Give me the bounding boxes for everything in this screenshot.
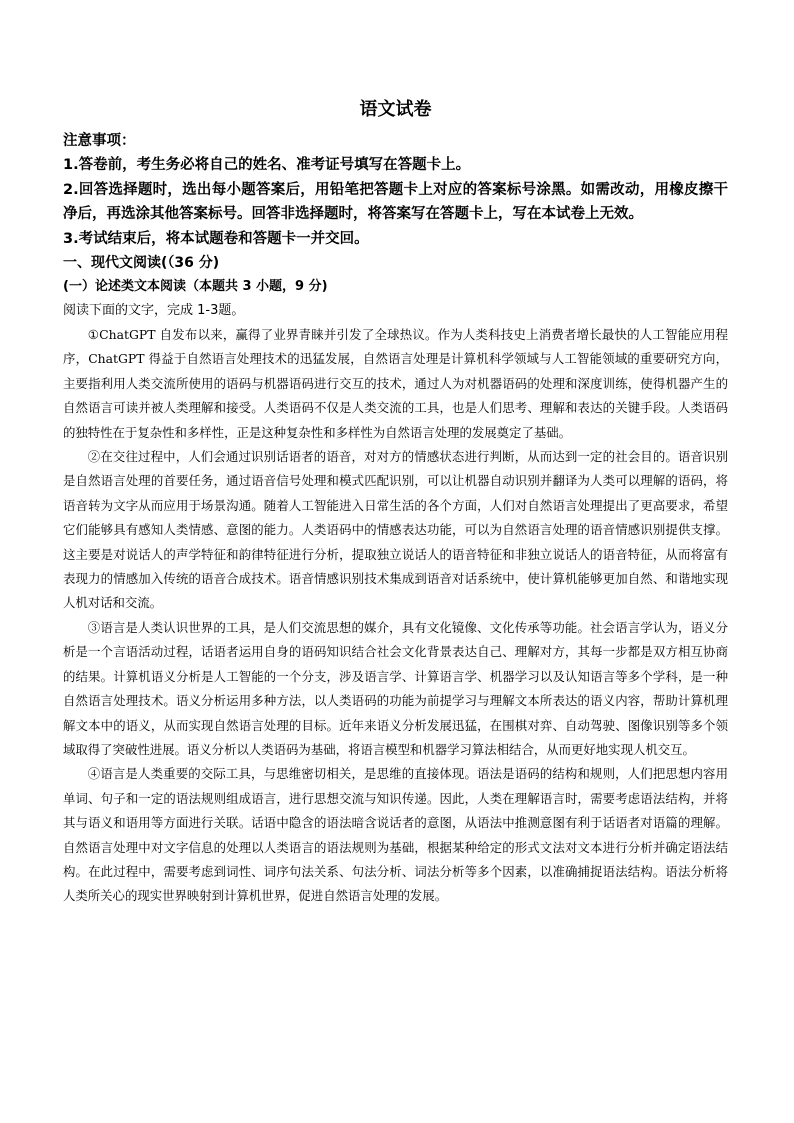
notice-item-1: 1.答卷前，考生务必将自己的姓名、准考证号填写在答题卡上。 <box>63 157 471 173</box>
reading-instruction: 阅读下面的文字，完成 1-3题。 <box>63 303 245 318</box>
page-title: 语文试卷 <box>359 99 432 120</box>
exam-page <box>63 95 728 909</box>
notice-heading: 注意事项： <box>63 133 136 149</box>
passage-paragraph-1: ①ChatGPT 自发布以来，赢得了业界青睐并引发了全球热议。作为人类科技史上消费者增长最快的人工智能应用程序，ChatGPT 得益于自然语言处理技术的迅猛发展，自然语言处理是计算机科学领域与人工智能领域的重要研究方向，主要指利用人类交流所使用的语码与机器语码进行交互的技术，通过人为对机器语码的处理和深度训练，使得机器产生的自然语言可读并被人类理解和接受。人类语码不仅是人类交流的工具，也是人们思考、理解和表达的关键手段。人类语码的独特性在于复杂性和多样性，正是这种复杂性和多样性为自然语言处理的发展奠定了基础。 <box>63 327 728 440</box>
passage-paragraph-4: ④语言是人类重要的交际工具，与思维密切相关，是思维的直接体现。语法是语码的结构和规则，人们把思想内容用单词、句子和一定的语法规则组成语言，进行思想交流与知识传递。因此，人类在理解语言时，需要考虑语法结构，并将其与语义和语用等方面进行关联。话语中隐含的语法暗含说话者的意图，从语法中推测意图有利于话语者对语篇的理解。自然语言处理中对文字信息的处理以人类语言的语法规则为基础，根据某种给定的形式文法对文本进行分析并确定语法结构。在此过程中，需要考虑到词性、词序句法关系、句法分析、词法分析等多个因素，以准确捕捉语法结构。语法分析将人类所关心的现实世界映射到计算机世界，促进自然语言处理的发展。 <box>63 766 728 904</box>
passage-paragraph-3: ③语言是人类认识世界的工具，是人们交流思想的媒介，具有文化镜像、文化传承等功能。社会语言学认为，语义分析是一个言语活动过程，话语者运用自身的语码知识结合社会文化背景表达自己、理解对方，其每一步都是双方相互协商的结果。计算机语义分析是人工智能的一个分支，涉及语言学、计算语言学、机器学习以及认知语言等多个学科，是一种自然语言处理技术。语义分析运用多种方法，以人类语码的功能为前提学习与理解文本所表达的语义内容，帮助计算机理解文本中的语义，从而实现自然语言处理的目标。近年来语义分析发展迅猛，在围棋对弈、自动驾驶、图像识别等多个领域取得了突破性进展。语义分析以人类语码为基础，将语言模型和机器学习算法相结合，从而更好地实现人机交互。 <box>63 619 728 757</box>
notice-item-2: 2.回答选择题时，选出每小题答案后，用铅笔把答题卡上对应的答案标号涂黑。如需改动，用橡皮擦干净后，再选涂其他答案标号。回答非选择题时，将答案写在答题卡上，写在本试卷上无效。 <box>63 181 728 222</box>
notice-item-3: 3.考试结束后，将本试题卷和答题卡一并交回。 <box>63 230 369 247</box>
section-reading <box>63 251 728 909</box>
section-heading: 一、现代文阅读(（36 分) <box>63 255 220 271</box>
notice-block <box>63 129 728 251</box>
subsection-heading: (一）论述类文本阅读（本题共 3 小题，9 分) <box>63 279 328 294</box>
passage-paragraph-2: ②在交往过程中，人们会通过识别话语者的语音，对对方的情感状态进行判断，从而达到一定的社会目的。语音识别是自然语言处理的首要任务，通过语音信号处理和模式匹配识别，可以让机器自动识别并翻译为人类可以理解的语码，将语音转为文字从而应用于场景沟通。随着人工智能进入日常生活的各个方面，人们对自然语言处理提出了更高要求，希望它们能够具有感知人类情感、意图的能力。人类语码中的情感表达功能，可以为自然语言处理的语音情感识别提供支撑。这主要是对说话人的声学特征和韵律特征进行分析，提取独立说话人的语音特征和非独立说话人的语音特征，从而将富有表现力的情感加入传统的语音合成技术。语音情感识别技术集成到语音对话系统中，使计算机能够更加自然、和谐地实现人机对话和交流。 <box>63 449 728 611</box>
